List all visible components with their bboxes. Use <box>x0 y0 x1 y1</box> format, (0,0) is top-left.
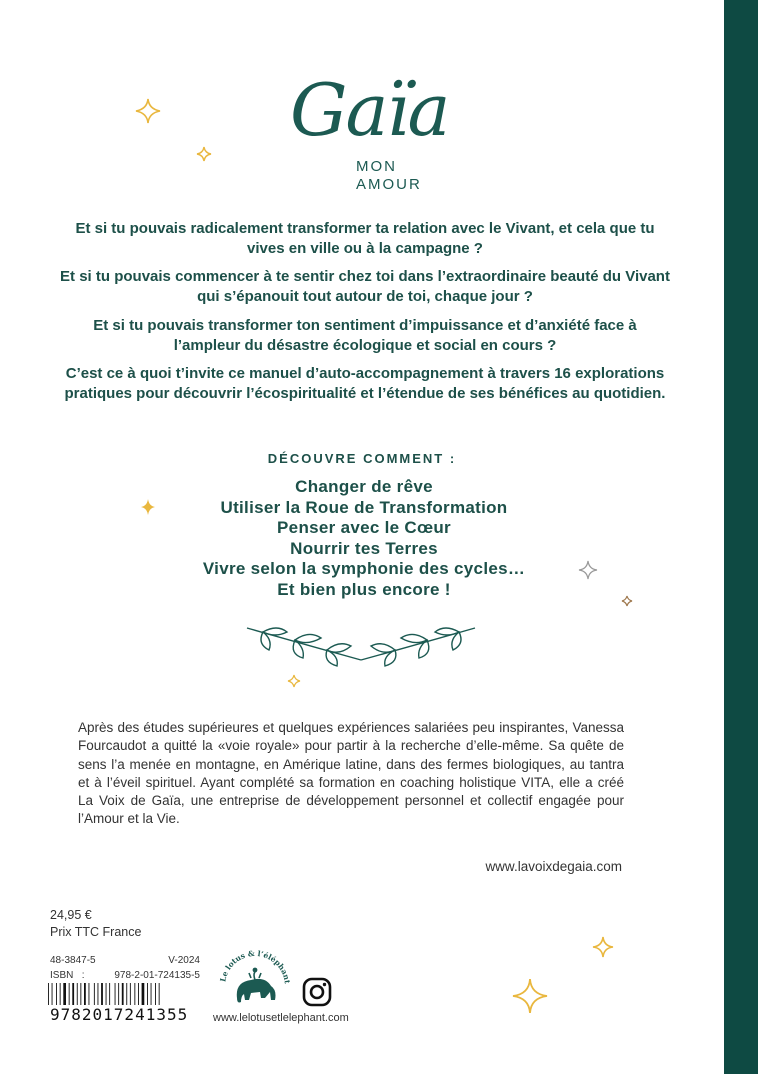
discover-list <box>0 477 728 600</box>
discover-heading: DÉCOUVRE COMMENT : <box>267 451 457 466</box>
isbn-separator: : <box>81 970 85 981</box>
logo-subtitle-line2: AMOUR <box>356 176 422 193</box>
elephant-icon <box>215 946 295 1012</box>
list-item: Utiliser la Roue de Transformation <box>220 497 508 517</box>
sparkle-icon <box>287 674 301 688</box>
author-bio: Après des études supérieures et quelques expériences salariées peu inspirantes, Vanessa Fourcaudot a quitté la «voie royale» pour partir à la recherche d’elle-même. Sa quête de sens l’a menée en montagne, en Amérique latine, dans des fermes biologiques, au tantra et à l’éveil spirituel. Ayant complété sa formation en coaching holistique VITA, elle a créé La Voix de Gaïa, une entreprise de développement personnel et collectif engagée pour l’Amour et la Vie. <box>78 720 624 827</box>
reference-code: 48-3847-5 <box>50 955 96 966</box>
list-item: Vivre selon la symphonie des cycles… <box>202 559 526 578</box>
intro-paragraph: Et si tu pouvais transformer ton sentiment d’impuissance et d’anxiété face à l’ampleur du désastre écologique et social en cours ? <box>93 317 637 354</box>
isbn-label: ISBN <box>50 970 74 981</box>
title-logo <box>290 68 450 208</box>
version-code: V-2024 <box>168 955 200 966</box>
sparkle-icon <box>592 936 614 958</box>
intro-paragraph: Et si tu pouvais radicalement transformer ta relation avec le Vivant, et cela que tu vives en ville ou à la campagne ? <box>75 220 655 257</box>
barcode-number: 9782017241355 <box>48 1005 210 1024</box>
intro-paragraph: C’est ce à quoi t’invite ce manuel d’auto-accompagnement à travers 16 explorations pratiques pour découvrir l’écospiritualité et l’étendue de ses bénéfices au quotidien. <box>64 365 666 402</box>
price: 24,95 € <box>50 908 92 922</box>
intro-paragraph: Et si tu pouvais commencer à te sentir chez toi dans l’extraordinaire beauté du Vivant qui s’épanouit tout autour de toi, chaque jour ? <box>60 268 670 305</box>
logo-subtitle-line1: MON <box>356 158 397 175</box>
list-item: Et bien plus encore ! <box>277 579 451 599</box>
sparkle-icon <box>511 977 549 1015</box>
code-block <box>50 953 200 983</box>
price-note: Prix TTC France <box>50 925 142 939</box>
sparkle-icon <box>134 97 162 125</box>
publisher-name: Le lotus & l’éléphant <box>218 948 292 985</box>
laurel-icon <box>243 614 479 674</box>
list-item: Penser avec le Cœur <box>277 518 451 537</box>
isbn-value: 978-2-01-724135-5 <box>114 970 200 981</box>
list-item: Changer de rêve <box>295 477 433 496</box>
book-spine-strip <box>724 0 758 1074</box>
sparkle-icon <box>196 146 212 162</box>
logo-title: Gaïa <box>290 68 449 152</box>
price-block <box>50 907 141 941</box>
instagram-icon[interactable] <box>302 977 332 1007</box>
author-website[interactable]: www.lavoixdegaia.com <box>485 859 622 874</box>
publisher-website[interactable]: www.lelotusetlelephant.com <box>213 1012 349 1024</box>
list-item: Nourrir tes Terres <box>290 538 438 558</box>
